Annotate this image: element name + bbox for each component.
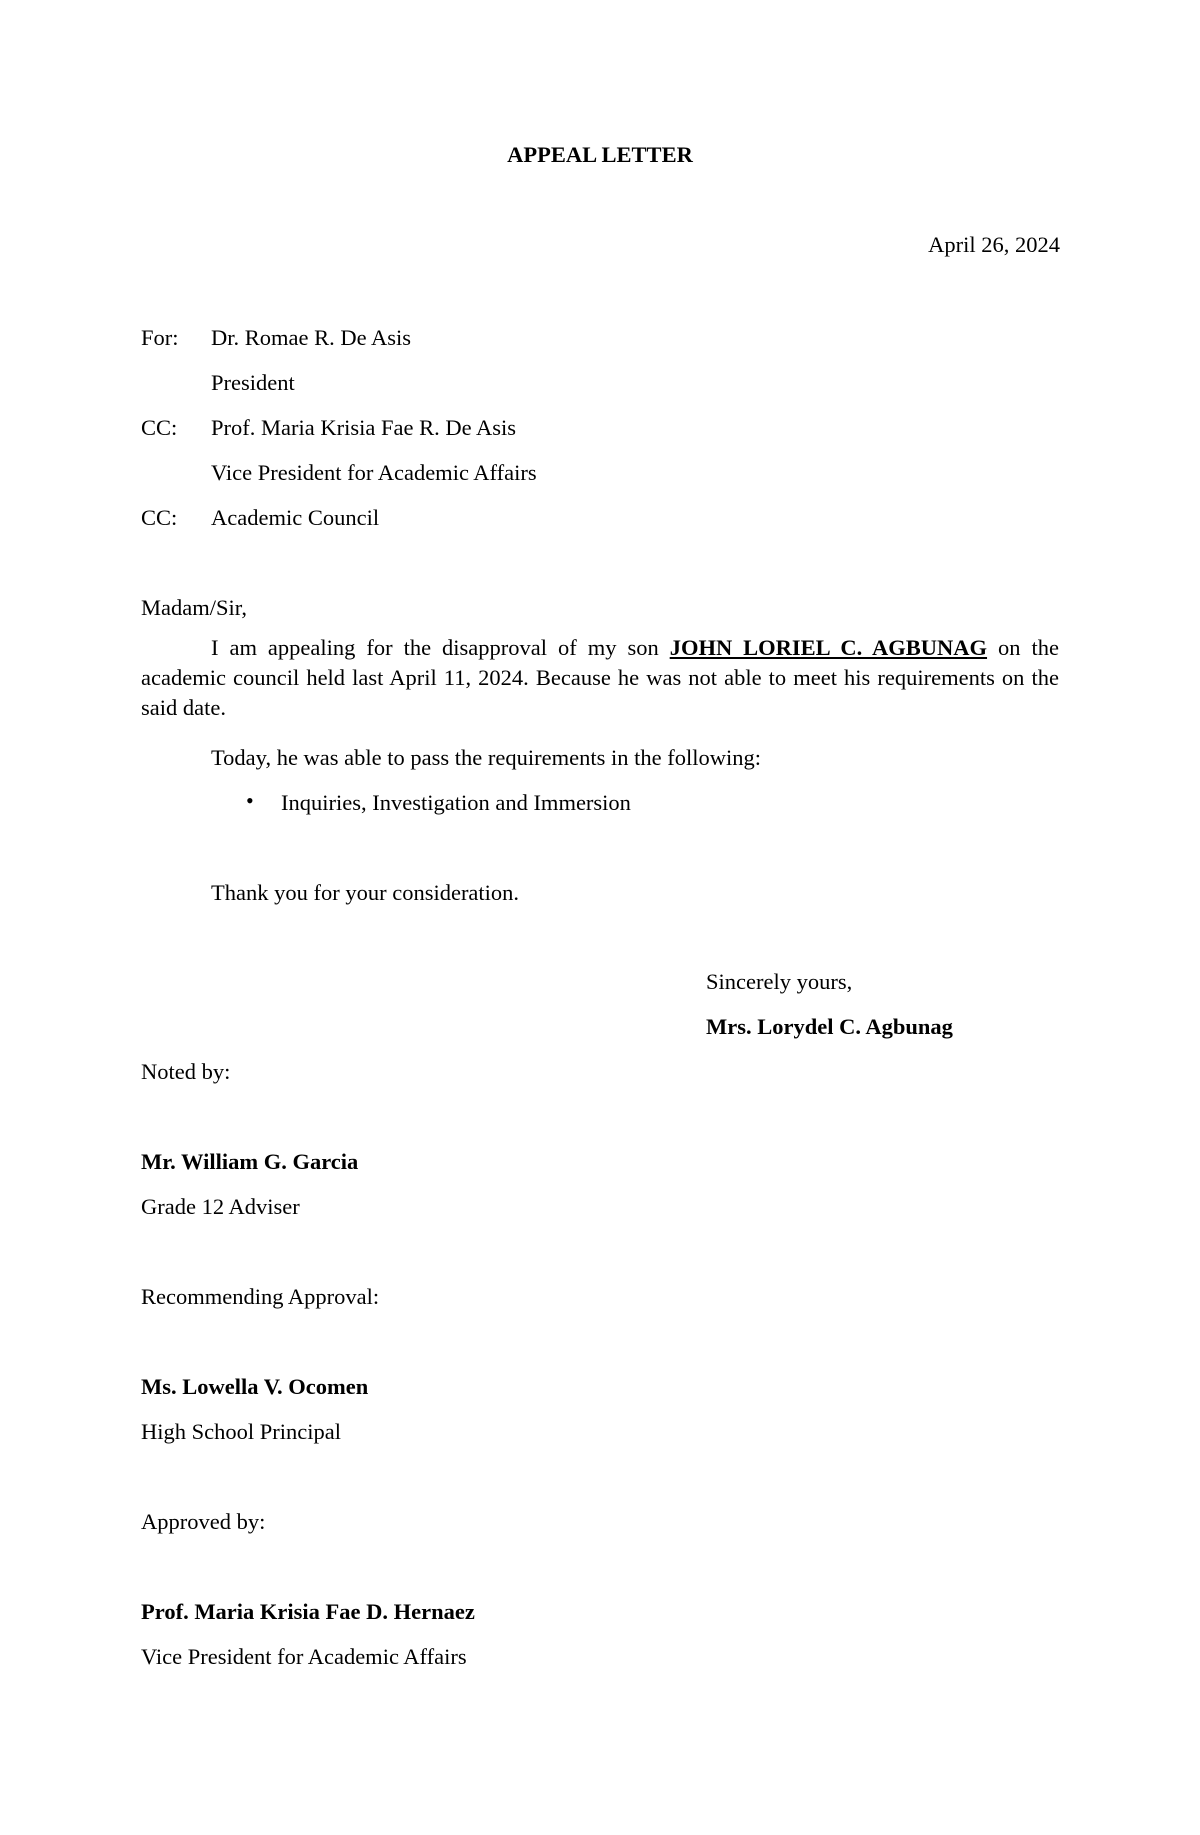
recipient-label-cc: CC: <box>141 505 178 530</box>
body-paragraph <box>141 633 1059 723</box>
body-text: on the academic council held last April 11, 2024. Because he was not able to meet his requirements on the said date. <box>141 635 1059 720</box>
requirements-intro: Today, he was able to pass the requirements in the following: <box>211 745 761 770</box>
recommending-approval-label: Recommending Approval: <box>141 1284 380 1309</box>
student-name: JOHN LORIEL C. AGBUNAG <box>669 635 988 660</box>
closing-line: Thank you for your consideration. <box>211 880 520 905</box>
adviser-name: Mr. William G. Garcia <box>141 1149 359 1174</box>
recipient-label-for: For: <box>141 325 179 350</box>
recipient-name-vp: Prof. Maria Krisia Fae R. De Asis <box>211 415 516 440</box>
recipient-label-cc: CC: <box>141 415 178 440</box>
recipient-position-president: President <box>211 370 295 395</box>
recipient-position-vp: Vice President for Academic Affairs <box>211 460 537 485</box>
recipient-name-president: Dr. Romae R. De Asis <box>211 325 411 350</box>
bullet-icon: • <box>246 788 254 813</box>
salutation: Madam/Sir, <box>141 595 247 620</box>
complimentary-close: Sincerely yours, <box>706 969 853 994</box>
letter-date: April 26, 2024 <box>928 232 1060 257</box>
recipient-name-council: Academic Council <box>211 505 380 530</box>
noted-by-label: Noted by: <box>141 1059 231 1084</box>
principal-name: Ms. Lowella V. Ocomen <box>141 1374 369 1399</box>
principal-position: High School Principal <box>141 1419 341 1444</box>
sender-name: Mrs. Lorydel C. Agbunag <box>706 1014 953 1039</box>
approver-name: Prof. Maria Krisia Fae D. Hernaez <box>141 1599 475 1624</box>
requirement-item: Inquiries, Investigation and Immersion <box>281 790 631 815</box>
body-text: I am appealing for the disapproval of my son <box>211 635 670 660</box>
adviser-position: Grade 12 Adviser <box>141 1194 300 1219</box>
letter-title: APPEAL LETTER <box>507 142 693 167</box>
approved-by-label: Approved by: <box>141 1509 266 1534</box>
approver-position: Vice President for Academic Affairs <box>141 1644 467 1669</box>
